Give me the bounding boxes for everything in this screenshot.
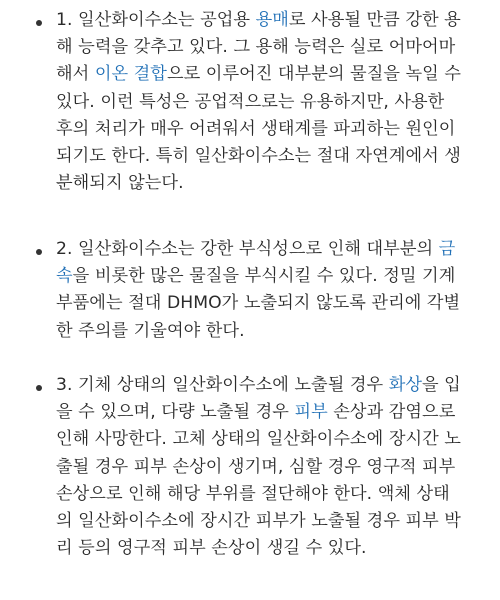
text-line xyxy=(56,402,455,422)
text-line xyxy=(56,92,444,112)
line-text: 해 능력을 갖추고 있다. 그 용해 능력은 실로 어마어마 xyxy=(56,37,456,58)
text-line xyxy=(56,321,245,341)
line-text: 있다. 이런 특성은 공업적으로는 유용하지만, 사용한 xyxy=(56,91,445,112)
text-line xyxy=(56,64,461,84)
term-link[interactable]: 화상 xyxy=(388,375,422,395)
line-text: 로 사용될 만큼 강한 용 xyxy=(288,10,461,30)
line-text: 1. 일산화이수소는 공업용 xyxy=(56,10,256,30)
text-line xyxy=(56,538,367,558)
line-text: 부품에는 절대 DHMO가 노출되지 않도록 관리에 각별 xyxy=(56,293,461,314)
term-link[interactable]: 이온 결합 xyxy=(94,64,167,85)
line-text: 손상과 감염으로 xyxy=(327,402,456,423)
line-text: 인해 사망한다. 고체 상태의 일산화이수소에 장시간 노 xyxy=(56,429,461,450)
line-text: 으로 이루어진 대부분의 물질을 녹일 수 xyxy=(166,64,461,85)
line-text: 리 등의 영구적 피부 손상이 생길 수 있다. xyxy=(56,538,367,559)
line-text: 해서 xyxy=(56,64,95,85)
term-link[interactable]: 용매 xyxy=(255,10,289,30)
text-line xyxy=(56,173,184,193)
text-line xyxy=(56,10,461,30)
line-text: 손상으로 인해 해당 부위를 절단해야 한다. 액체 상태 xyxy=(56,483,450,504)
text-line xyxy=(56,119,455,139)
text-line xyxy=(56,457,455,477)
line-text: 2. 일산화이수소는 강한 부식성으로 인해 대부분의 xyxy=(56,239,439,259)
line-text: 후의 처리가 매우 어려워서 생태계를 파괴하는 원인이 xyxy=(56,118,456,139)
line-text: 을 수 있으며, 다량 노출될 경우 xyxy=(56,402,295,423)
text-line xyxy=(56,484,450,504)
text-line xyxy=(56,239,455,259)
line-text: 을 입 xyxy=(422,375,461,395)
text-line xyxy=(56,266,455,286)
text-line xyxy=(56,429,461,449)
text-line xyxy=(56,37,455,57)
term-link[interactable]: 금 xyxy=(438,239,456,259)
line-text: 3. 기체 상태의 일산화이수소에 노출될 경우 xyxy=(56,375,389,395)
line-text: 되기도 한다. 특히 일산화이수소는 절대 자연계에서 생 xyxy=(56,146,461,166)
text-line xyxy=(56,146,461,166)
bullet-icon xyxy=(36,249,42,255)
term-link[interactable]: 속 xyxy=(56,266,73,287)
text-line xyxy=(56,293,460,313)
text-line xyxy=(56,375,461,395)
line-text: 출될 경우 피부 손상이 생기며, 심할 경우 영구적 피부 xyxy=(56,456,456,477)
text-line xyxy=(56,511,461,531)
line-text: 의 일산화이수소에 장시간 피부가 노출될 경우 피부 박 xyxy=(56,511,461,531)
line-text: 분해되지 않는다. xyxy=(56,173,184,194)
term-link[interactable]: 피부 xyxy=(294,402,328,423)
line-text: 을 비롯한 많은 물질을 부식시킬 수 있다. 정밀 기계 xyxy=(72,266,456,287)
bullet-icon xyxy=(36,385,42,391)
line-text: 한 주의를 기울여야 한다. xyxy=(56,320,245,341)
bullet-icon xyxy=(36,20,42,26)
